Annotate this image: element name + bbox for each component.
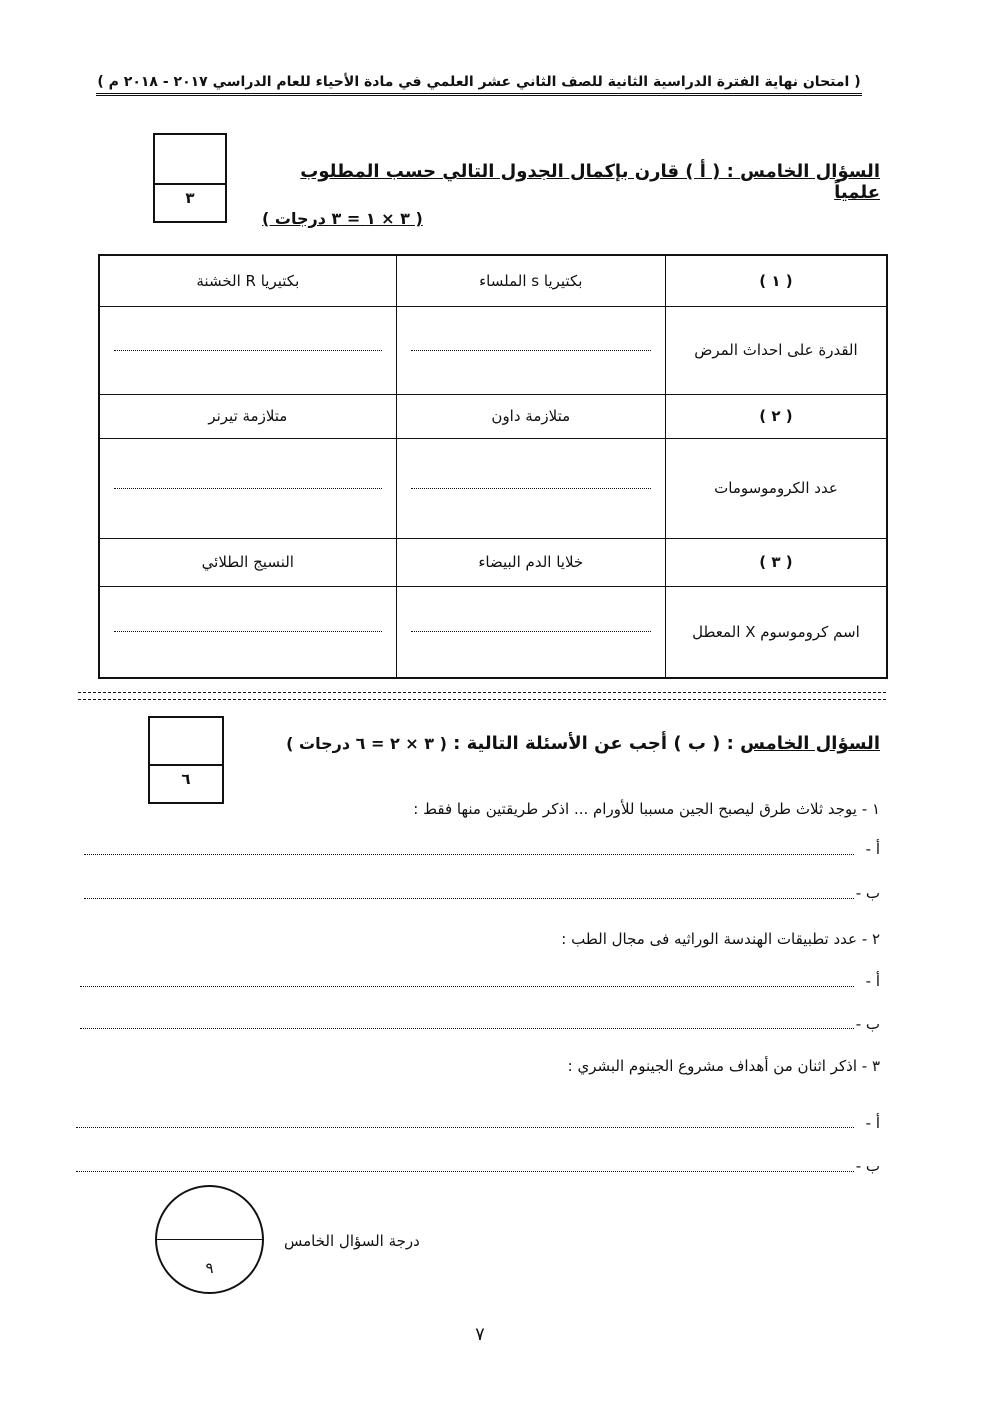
table-col1-header: بكتيريا s الملساء <box>396 255 665 306</box>
part-a-marks: ( ٣ × ١ = ٣ درجات ) <box>262 209 423 228</box>
part-b-score-blank <box>150 718 222 766</box>
part-b-title-rest: : ( ب ) أجب عن الأسئلة التالية : <box>446 733 741 754</box>
table-answer-row <box>99 306 887 394</box>
comparison-table <box>98 254 888 679</box>
answer-blank[interactable] <box>99 438 396 538</box>
question-2-answer-a[interactable] <box>80 985 854 987</box>
part-b-title-main: السؤال الخامس <box>740 733 880 754</box>
total-score-circle <box>155 1185 264 1294</box>
table-header-row <box>99 394 887 438</box>
part-a-title-rest: : ( أ ) قارن بإكمال الجدول التالي حسب المطلوب علمياً <box>300 161 880 203</box>
answer-blank[interactable] <box>396 586 665 678</box>
part-a-score-blank <box>155 135 225 185</box>
table-answer-row <box>99 586 887 678</box>
question-3-answer-b[interactable] <box>76 1170 854 1172</box>
question-3-answer-a[interactable] <box>76 1126 854 1128</box>
table-criterion: عدد الكروموسومات <box>665 438 887 538</box>
table-header-row <box>99 255 887 306</box>
total-score-divider <box>157 1239 262 1240</box>
total-score-value: ٩ <box>205 1259 214 1277</box>
question-1-answer-a[interactable] <box>84 853 854 855</box>
part-a-score-box <box>153 133 227 223</box>
table-row-label: ( ١ ) <box>665 255 887 306</box>
table-col2-header: النسيج الطلائي <box>99 538 396 586</box>
table-criterion: اسم كروموسوم X المعطل <box>665 586 887 678</box>
part-b-marks: ( ٣ × ٢ = ٦ درجات ) <box>286 734 447 753</box>
total-score-label: درجة السؤال الخامس <box>284 1232 420 1250</box>
answer-blank[interactable] <box>99 306 396 394</box>
page-number: ٧ <box>475 1324 485 1345</box>
question-3-text: ٣ - اذكر اثنان من أهداف مشروع الجينوم البشري : <box>567 1057 880 1075</box>
part-a-title <box>280 161 880 203</box>
table-row-label: ( ٣ ) <box>665 538 887 586</box>
answer-blank[interactable] <box>99 586 396 678</box>
question-3-letter-a: أ - <box>865 1114 880 1132</box>
question-1-letter-a: أ - <box>865 840 880 858</box>
question-1-text: ١ - يوجد ثلاث طرق ليصبح الجين مسببا للأورام ... اذكر طريقتين منها فقط : <box>413 800 880 818</box>
table-col1-header: متلازمة داون <box>396 394 665 438</box>
table-row-label: ( ٢ ) <box>665 394 887 438</box>
part-a-title-main: السؤال الخامس <box>740 161 880 182</box>
question-2-answer-b[interactable] <box>80 1027 854 1029</box>
table-answer-row <box>99 438 887 538</box>
table-criterion: القدرة على احداث المرض <box>665 306 887 394</box>
table-header-row <box>99 538 887 586</box>
table-col2-header: متلازمة تيرنر <box>99 394 396 438</box>
part-b-score-value: ٦ <box>181 770 191 788</box>
question-2-text: ٢ - عدد تطبيقات الهندسة الوراثيه فى مجال الطب : <box>561 930 880 948</box>
table-col2-header: بكتيريا R الخشنة <box>99 255 396 306</box>
question-2-letter-b: ب - <box>855 1015 880 1033</box>
question-1-answer-b[interactable] <box>84 897 854 899</box>
question-3-letter-b: ب - <box>855 1157 880 1175</box>
answer-blank[interactable] <box>396 306 665 394</box>
part-b-title <box>260 733 880 754</box>
question-2-letter-a: أ - <box>865 972 880 990</box>
answer-blank[interactable] <box>396 438 665 538</box>
question-1-letter-b: ب - <box>855 884 880 902</box>
exam-header-title: ( امتحان نهاية الفترة الدراسية الثانية للصف الثاني عشر العلمي في مادة الأحياء للعام الدراسي ٢٠١٧ - ٢٠١٨ م ) <box>96 74 862 96</box>
section-separator <box>78 692 886 700</box>
table-col1-header: خلايا الدم البيضاء <box>396 538 665 586</box>
part-a-score-value: ٣ <box>185 189 195 207</box>
part-b-score-box <box>148 716 224 804</box>
